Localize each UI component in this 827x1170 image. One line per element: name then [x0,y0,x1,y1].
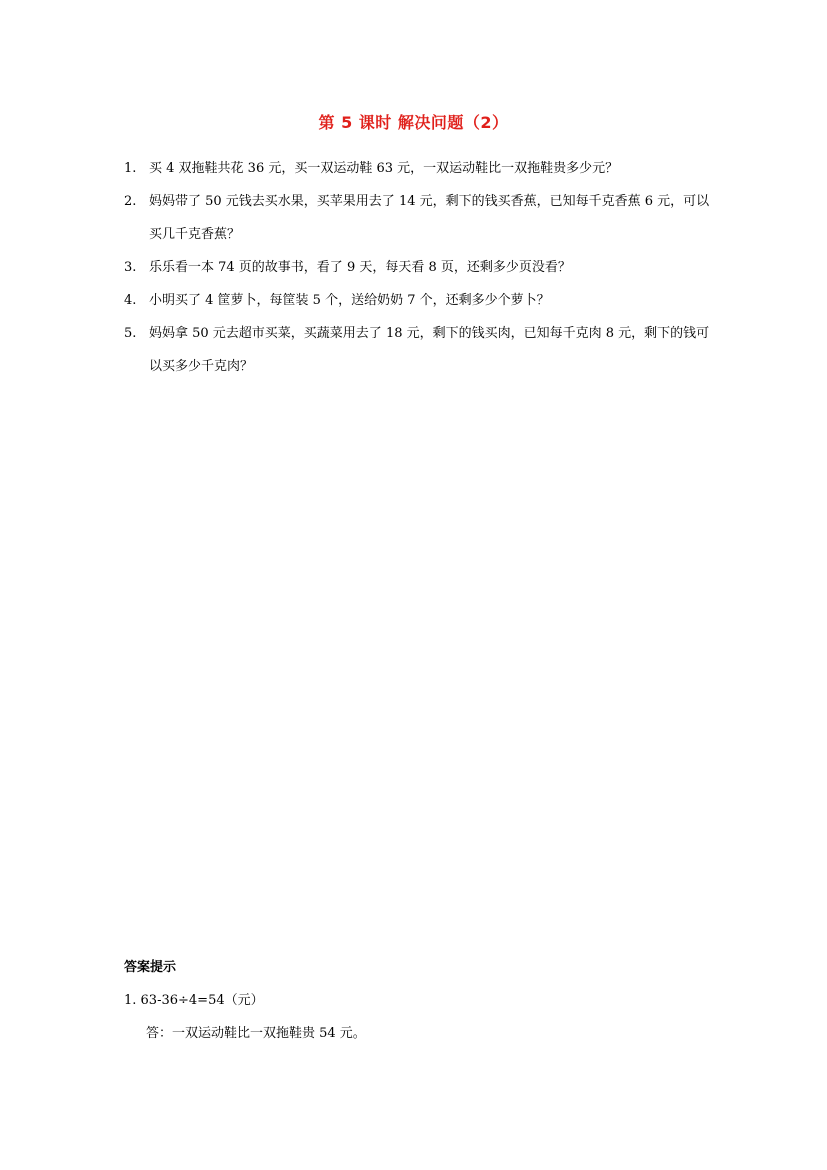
question-text: 小明买了 4 筐萝卜，每筐装 5 个，送给奶奶 7 个，还剩多少个萝卜？ [149,293,550,308]
question-text: 买 4 双拖鞋共花 36 元，买一双运动鞋 63 元，一双运动鞋比一双拖鞋贵多少元？ [149,161,619,176]
question-number: 1. [124,161,137,176]
question-text: 妈妈带了 50 元钱去买水果，买苹果用去了 14 元，剩下的钱买香蕉，已知每千克香蕉 6 元，可以买几千克香蕉？ [149,194,710,242]
question-text: 乐乐看一本 74 页的故事书，看了 9 天，每天看 8 页，还剩多少页没看？ [149,260,571,275]
answer-calculation: 1. 63-36÷4=54（元） [124,993,264,1008]
answers-heading: 答案提示 [124,960,177,975]
question-item [124,152,714,185]
question-number: 3. [124,260,137,275]
question-item [124,251,714,284]
question-number: 2. [124,194,137,209]
question-number: 4. [124,293,137,308]
question-text: 妈妈拿 50 元去超市买菜，买蔬菜用去了 18 元，剩下的钱买肉，已知每千克肉 8 元，剩下的钱可以买多少千克肉？ [149,326,710,374]
question-number: 5. [124,326,137,341]
question-list [124,152,714,383]
question-item [124,185,714,251]
answer-statement: 答：一双运动鞋比一双拖鞋贵 54 元。 [146,1026,366,1041]
question-item [124,284,714,317]
question-item [124,317,714,383]
page-title: 第 5 课时 解决问题（2） [318,113,509,132]
